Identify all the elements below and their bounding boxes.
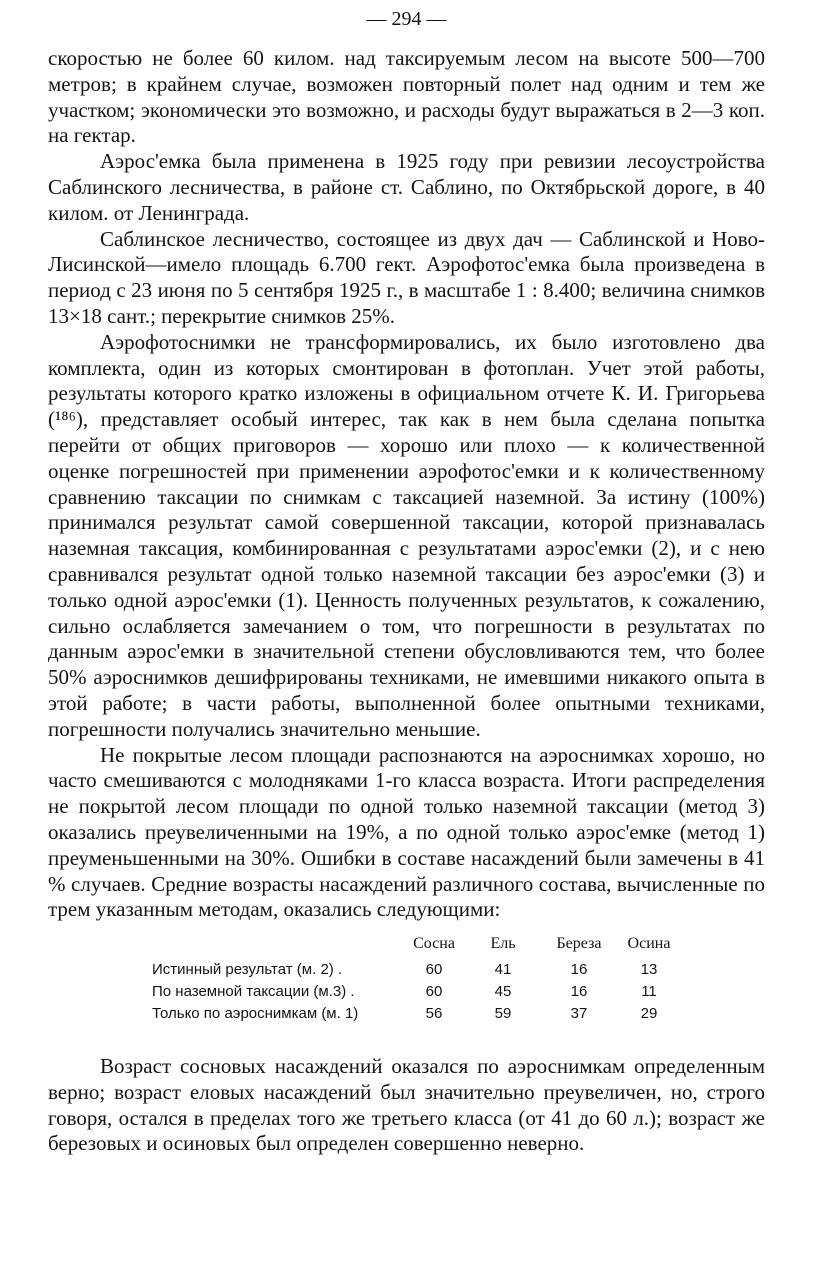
table-cell: 56 [425, 1004, 443, 1022]
table-header-birch: Береза [556, 935, 602, 953]
table-row [152, 958, 680, 980]
table-cell: 16 [570, 960, 588, 978]
table-cell: 29 [640, 1004, 658, 1022]
table-row [152, 1002, 680, 1024]
row-label: Только по аэроснимкам (м. 1) [152, 1004, 359, 1022]
paragraph-continuation: скоростью не более 60 килом. над таксируемым лесом на высоте 500—700 метров; в крайнем случае, возможен повторный полет над одним и тем же участком; экономически это возможно, и расходы будут выражаться в 2—3 коп. на гектар. [48, 46, 765, 148]
table-cell: 11 [641, 982, 657, 1000]
table-header-blank [152, 934, 402, 958]
table-cell: 60 [425, 960, 443, 978]
paragraph-photo-evaluation: Аэрофотоснимки не трансформировались, их было изготовлено два комплекта, один из которых смонтирован в фотоплан. Учет этой работы, результаты которого кратко изложены в официальном отчете К. И. Григорьева (¹⁸⁶), представляет особый интерес, так как в нем была сделана попытка перейти от общих приговоров — хорошо или плохо — к количественной оценке погрешностей при применении аэрофотос'емки и к количественному сравнению таксации по снимкам с таксацией наземной. За истину (100%) принимался результат самой совершенной таксации, которой признавалась наземная таксация, комбинированная с результатами аэрос'емки (2), и с нею сравнивался результат одной только наземной таксации без аэрос'емки (3) и только одной аэрос'емки (1). Ценность полученных результатов, к сожалению, сильно ослабляется замечанием о том, что погрешности в результатах по данным аэрос'емки в значительной степени обусловливаются тем, что более 50% аэроснимков дешифрированы техниками, не имевшими никакого опыта в этой работе; в части работы, выполненной более опытными техниками, погрешности получались значительно меньшие. [48, 329, 765, 741]
row-label: Истинный результат (м. 2) . [152, 960, 343, 978]
table-cell: 16 [570, 982, 588, 1000]
table-cell: 60 [425, 982, 443, 1000]
row-label: По наземной таксации (м.3) . [152, 982, 355, 1000]
paragraph-aerial-survey-1925: Аэрос'емка была применена в 1925 году при ревизии лесоустройства Саблинского лесничества, в районе ст. Саблино, по Октябрьской дороге, в 40 килом. от Ленинграда. [48, 149, 765, 225]
table-cell: 37 [570, 1004, 588, 1022]
paragraph-sablino-forestry: Саблинское лесничество, состоящее из двух дач — Саблинской и Ново-Лисинской—имело площадь 6.700 гект. Аэрофотос'емка была произведена в период с 23 июня по 5 сентября 1925 г., в масштабе 1 : 8.400; величина снимков 13×18 сант.; перекрытие снимков 25%. [48, 226, 765, 328]
paragraph-unforested-areas: Не покрытые лесом площади распознаются на аэроснимках хорошо, но часто смешиваются с молодняками 1-го класса возраста. Итоги распределения не покрытой лесом площади по одной только наземной таксации (метод 3) оказались преувеличенными на 19%, а по одной только аэрос'емке (метод 1) преуменьшенными на 30%. Ошибки в составе насаждений были замечены в 41 % случаев. Средние возрасты насаждений различного состава, вычисленные по трем указанным методам, оказались следующими: [48, 742, 765, 922]
stand-age-table [152, 934, 680, 1024]
table-cell: 59 [494, 1004, 512, 1022]
paragraph-conclusion: Возраст сосновых насаждений оказался по аэроснимкам определенным верно; возраст еловых насаждений был значительно преувеличен, но, строго говоря, остался в пределах того же третьего класса (от 41 до 60 л.); возраст же березовых и осиновых был определен совершенно неверно. [48, 1054, 765, 1156]
table-row [152, 980, 680, 1002]
table-cell: 13 [640, 960, 658, 978]
document-page [48, 6, 765, 1157]
table-header-spruce: Ель [490, 935, 516, 953]
table-header-aspen: Осина [627, 935, 671, 953]
table-header-pine: Сосна [413, 935, 455, 953]
table-header-row [152, 934, 680, 958]
table-cell: 41 [494, 960, 512, 978]
page-number: — 294 — [366, 8, 447, 30]
table-cell: 45 [494, 982, 512, 1000]
age-table-container [48, 934, 765, 1024]
